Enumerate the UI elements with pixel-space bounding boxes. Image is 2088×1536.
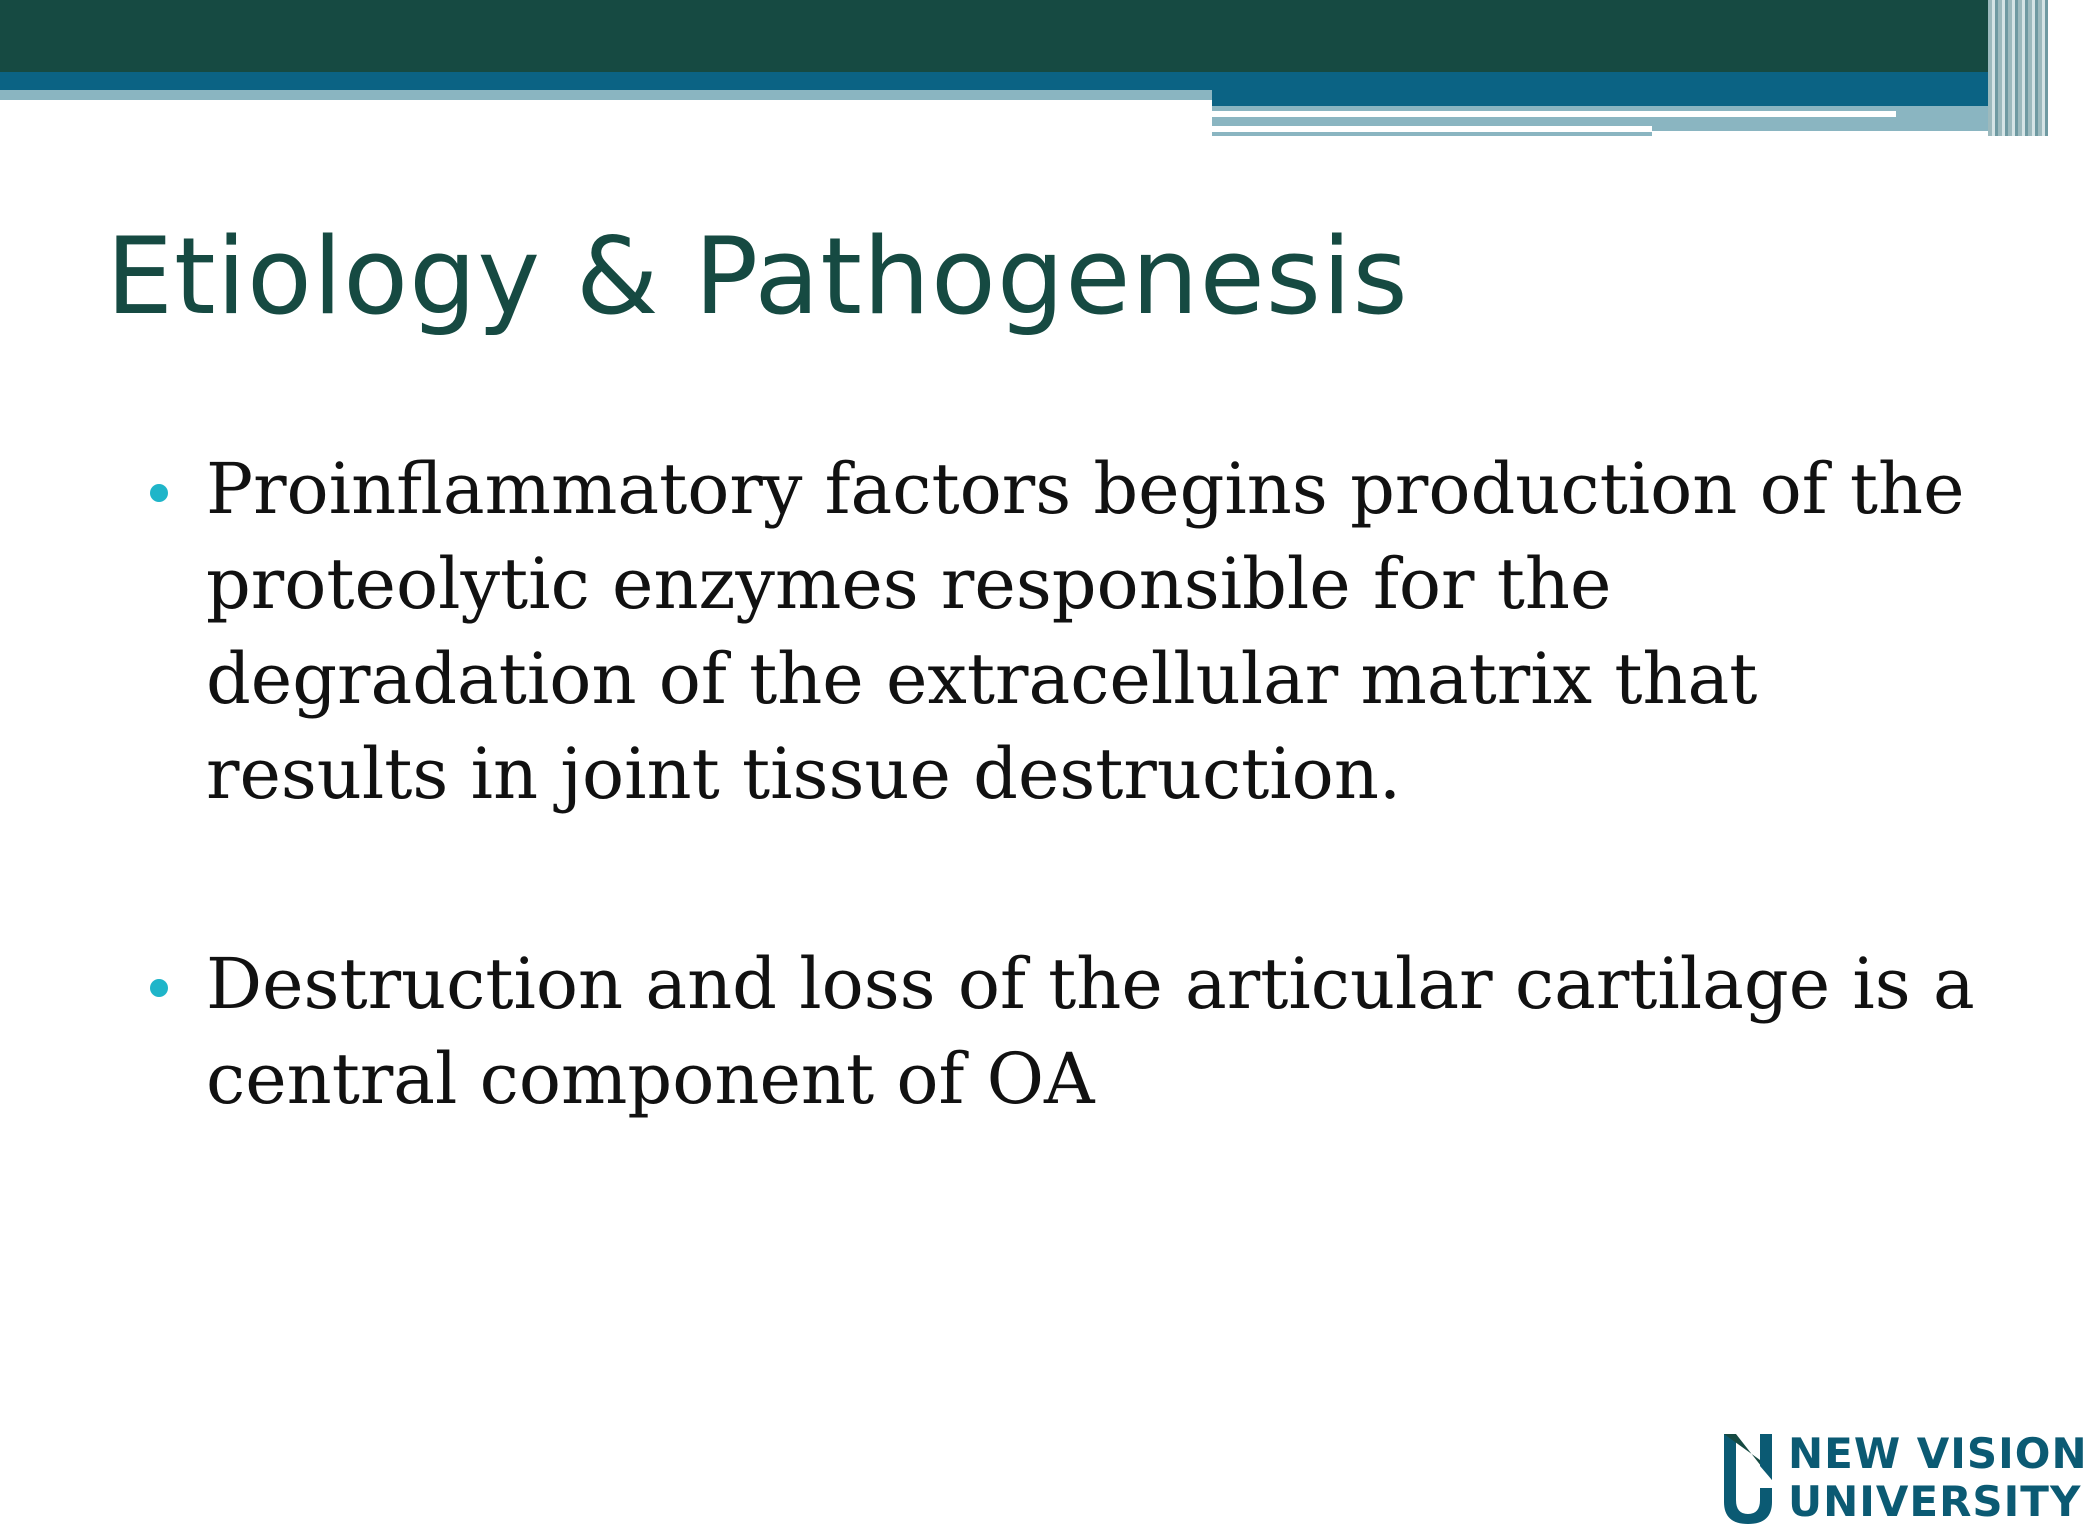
header-white-line-2	[1212, 126, 1652, 132]
new-vision-university-logo	[1718, 1429, 2088, 1526]
logo-line-1: NEW VISION	[1788, 1429, 2088, 1478]
header-right-stripes	[1988, 0, 2048, 136]
logo-mark-icon	[1718, 1430, 1778, 1526]
header-band-light	[0, 90, 1212, 100]
bullet-dot-icon	[150, 484, 168, 502]
bullet-item	[148, 937, 1998, 1127]
header-band-dark	[0, 0, 2048, 72]
bullet-item	[148, 442, 1998, 822]
bullet-text: Proinflammatory factors begins production of the proteolytic enzymes responsible for the degradation of the extracellular matrix that results in joint tissue destruction.	[206, 448, 1965, 815]
logo-line-2: UNIVERSITY	[1788, 1477, 2082, 1526]
bullet-text: Destruction and loss of the articular cartilage is a central component of OA	[206, 943, 1975, 1120]
bullet-dot-icon	[150, 979, 168, 997]
header-band-teal	[0, 72, 2048, 90]
header-band-right-teal	[1212, 90, 2048, 106]
logo-wordmark	[1788, 1430, 2088, 1526]
slide-title: Etiology & Pathogenesis	[106, 215, 1409, 338]
bullet-list	[148, 442, 1998, 1127]
header-white-line	[1212, 111, 1896, 117]
